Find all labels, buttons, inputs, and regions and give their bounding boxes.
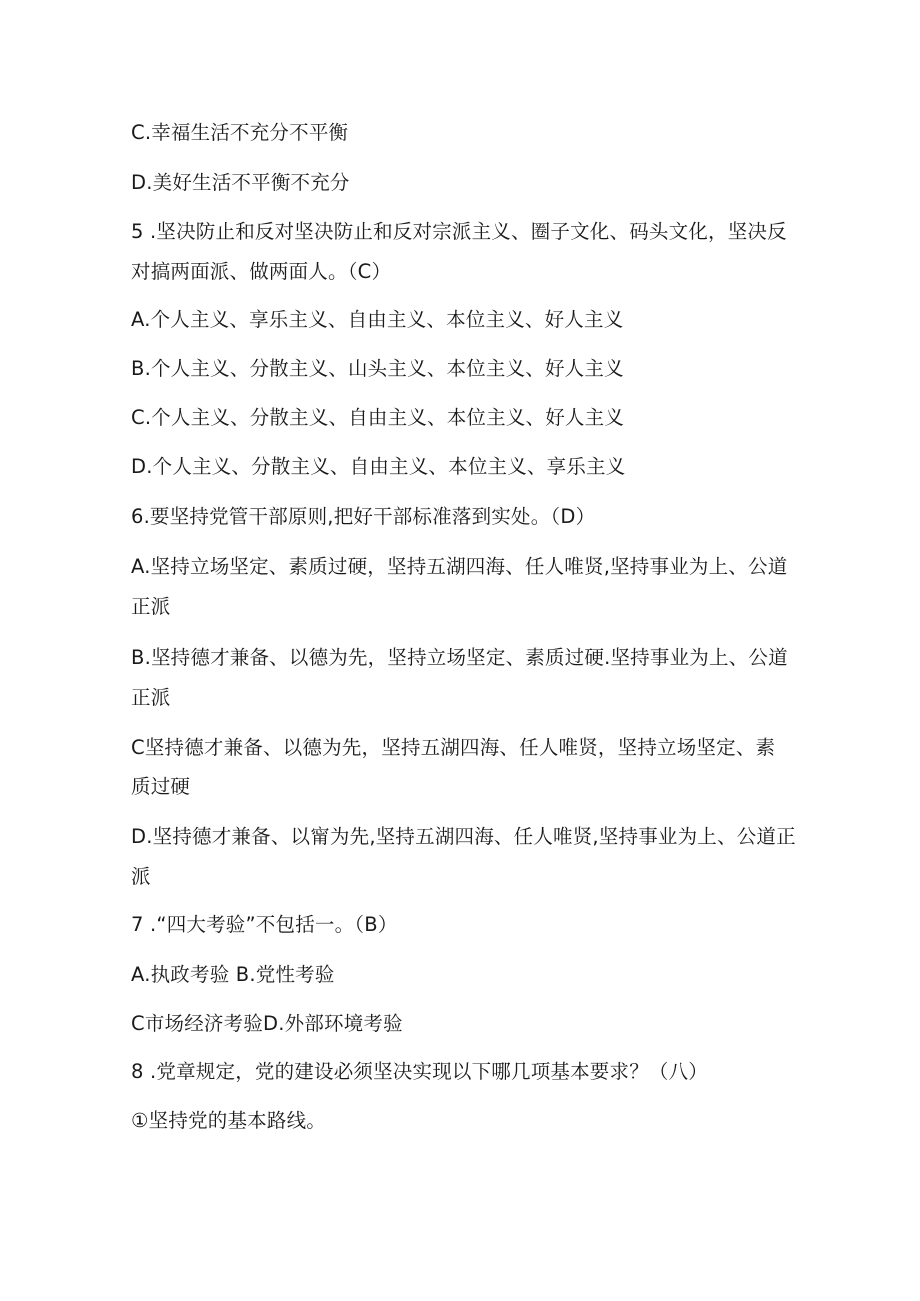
option-a-q5: A.个人主义、享乐主义、自由主义、本位主义、好人主义 <box>131 308 624 331</box>
question-7: 7 .“四大考验”不包括一。（B） <box>131 913 398 936</box>
option-d-q5: D.个人主义、分散主义、自由主义、本位主义、享乐主义 <box>131 455 626 478</box>
question-5-line-2: 对搞两面派、做两面人。（C） <box>131 260 392 283</box>
question-5-line-1: 5 .坚决防止和反对坚决防止和反对宗派主义、圈子文化、码头文化，坚决反 <box>131 220 787 243</box>
option-a-q6-line-1: A.坚持立场坚定、素质过硬，坚持五湖四海、任人唯贤,坚持事业为上、公道 <box>131 555 788 578</box>
options-ab-q7: A.执政考验 B.党性考验 <box>131 963 335 986</box>
option-c-q6-line-1: C坚持德才兼备、以德为先，坚持五湖四海、任人唯贤，坚持立场坚定、素 <box>131 736 776 759</box>
question-6: 6.要坚持党管干部原则,把好干部标准落到实处。（D） <box>131 505 596 528</box>
option-c-q5: C.个人主义、分散主义、自由主义、本位主义、好人主义 <box>131 406 625 429</box>
options-cd-q7: C市场经济考验D.外部环境考验 <box>131 1012 403 1035</box>
option-b-q6-line-1: B.坚持德才兼备、以德为先，坚持立场坚定、素质过硬.坚持事业为上、公道 <box>131 646 788 669</box>
option-c-q6-line-2: 质过硬 <box>131 775 191 798</box>
option-c-q4: C.幸福生活不充分不平衡 <box>131 121 349 144</box>
option-d-q6-line-2: 派 <box>131 865 151 888</box>
question-8: 8 .党章规定，党的建设必须坚决实现以下哪几项基本要求？（八） <box>131 1060 709 1083</box>
item-1-q8: ①坚持党的基本路线。 <box>131 1109 326 1132</box>
option-a-q6-line-2: 正派 <box>131 595 171 618</box>
option-d-q4: D.美好生活不平衡不充分 <box>131 171 350 194</box>
option-b-q5: B.个人主义、分散主义、山头主义、本位主义、好人主义 <box>131 357 624 380</box>
option-d-q6-line-1: D.坚持德才兼备、以甯为先,坚持五湖四海、任人唯贤,坚持事业为上、公道正 <box>131 825 796 848</box>
option-b-q6-line-2: 正派 <box>131 686 171 709</box>
